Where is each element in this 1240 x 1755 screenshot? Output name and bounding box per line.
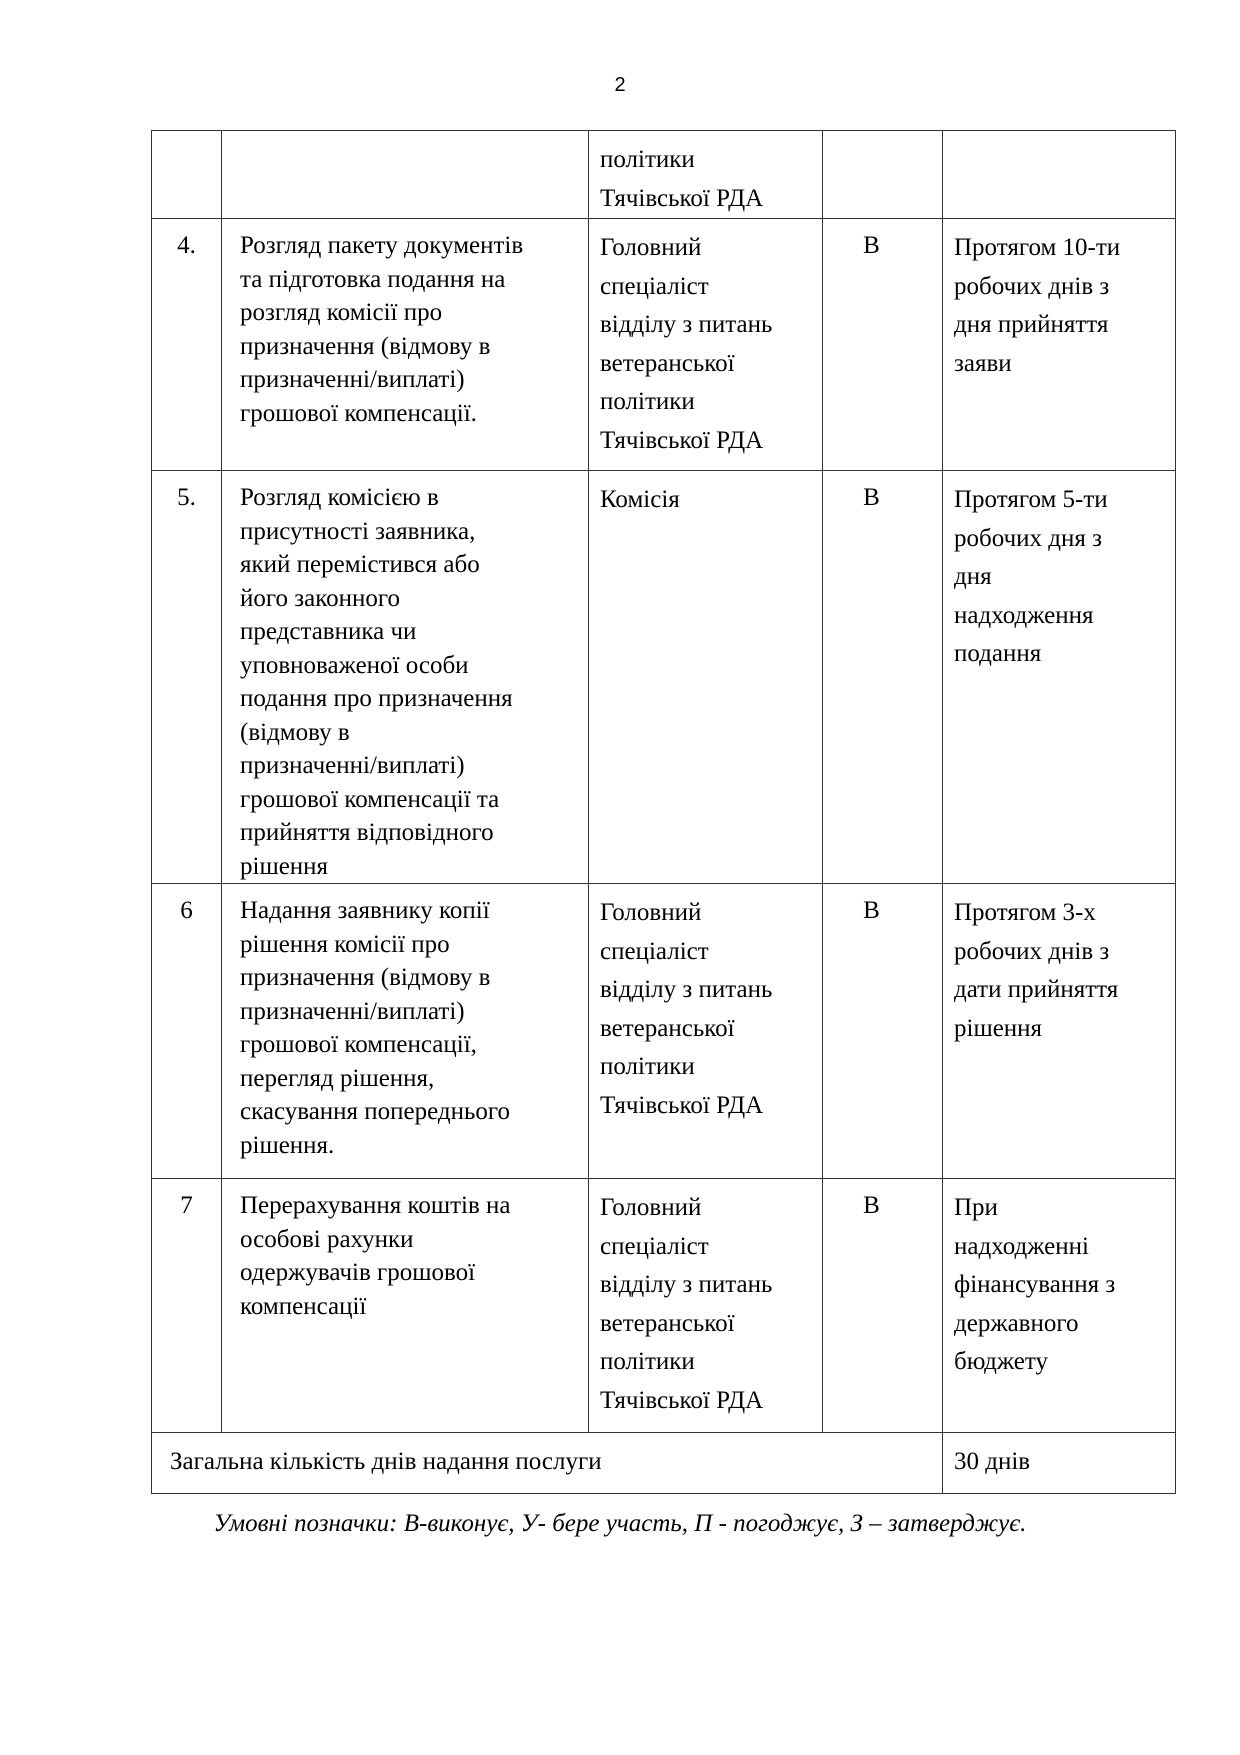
term: Протягом 5-ти робочих дня з дня надходження подання — [943, 471, 1176, 884]
role-mark: В — [823, 471, 943, 884]
term: Протягом 3-х робочих днів з дати прийняття рішення — [943, 884, 1176, 1179]
step-description: Надання заявнику копії рішення комісії про призначення (відмову в призначенні/виплаті) грошової компенсації, перегляд рішення, скасування попереднього рішення. — [222, 884, 589, 1179]
legend-note: Умовні позначки: В-виконує, У- бере участь, П - погоджує, З – затверджує. — [213, 1510, 1027, 1537]
step-description: Розгляд пакету документів та підготовка подання на розгляд комісії про призначення (відмову в призначенні/виплаті) грошової компенсації. — [222, 219, 589, 471]
role-mark: В — [823, 884, 943, 1179]
performer: Головний спеціаліст відділу з питань ветеранської політики Тячівської РДА — [589, 884, 823, 1179]
step-description: Перерахування коштів на особові рахунки одержувачів грошової компенсації — [222, 1179, 589, 1433]
performer: Головний спеціаліст відділу з питань ветеранської політики Тячівської РДА — [589, 219, 823, 471]
total-row — [152, 1433, 1176, 1494]
term: Протягом 10-ти робочих днів з дня прийняття заяви — [943, 219, 1176, 471]
performer: Комісія — [589, 471, 823, 884]
procedure-table — [151, 130, 1176, 1494]
table-row — [152, 884, 1176, 1179]
term: При надходженні фінансування з державного бюджету — [943, 1179, 1176, 1433]
row-number: 5. — [152, 471, 222, 884]
performer: політики Тячівської РДА — [589, 131, 823, 219]
table-row — [152, 131, 1176, 219]
role-mark: В — [823, 1179, 943, 1433]
table-row — [152, 471, 1176, 884]
step-description — [222, 131, 589, 219]
table-body — [152, 131, 1176, 1494]
performer: Головний спеціаліст відділу з питань ветеранської політики Тячівської РДА — [589, 1179, 823, 1433]
term — [943, 131, 1176, 219]
role-mark — [823, 131, 943, 219]
table-row — [152, 219, 1176, 471]
page-number: 2 — [614, 74, 626, 96]
table-row — [152, 1179, 1176, 1433]
row-number: 4. — [152, 219, 222, 471]
row-number: 7 — [152, 1179, 222, 1433]
total-label: Загальна кількість днів надання послуги — [152, 1433, 943, 1494]
role-mark: В — [823, 219, 943, 471]
row-number — [152, 131, 222, 219]
row-number: 6 — [152, 884, 222, 1179]
step-description: Розгляд комісією в присутності заявника, який перемістився або його законного представника чи уповноваженої особи подання про призначення (відмову в призначенні/виплаті) грошової компенсації та прийняття відповідного рішення — [222, 471, 589, 884]
total-value: 30 днів — [943, 1433, 1176, 1494]
